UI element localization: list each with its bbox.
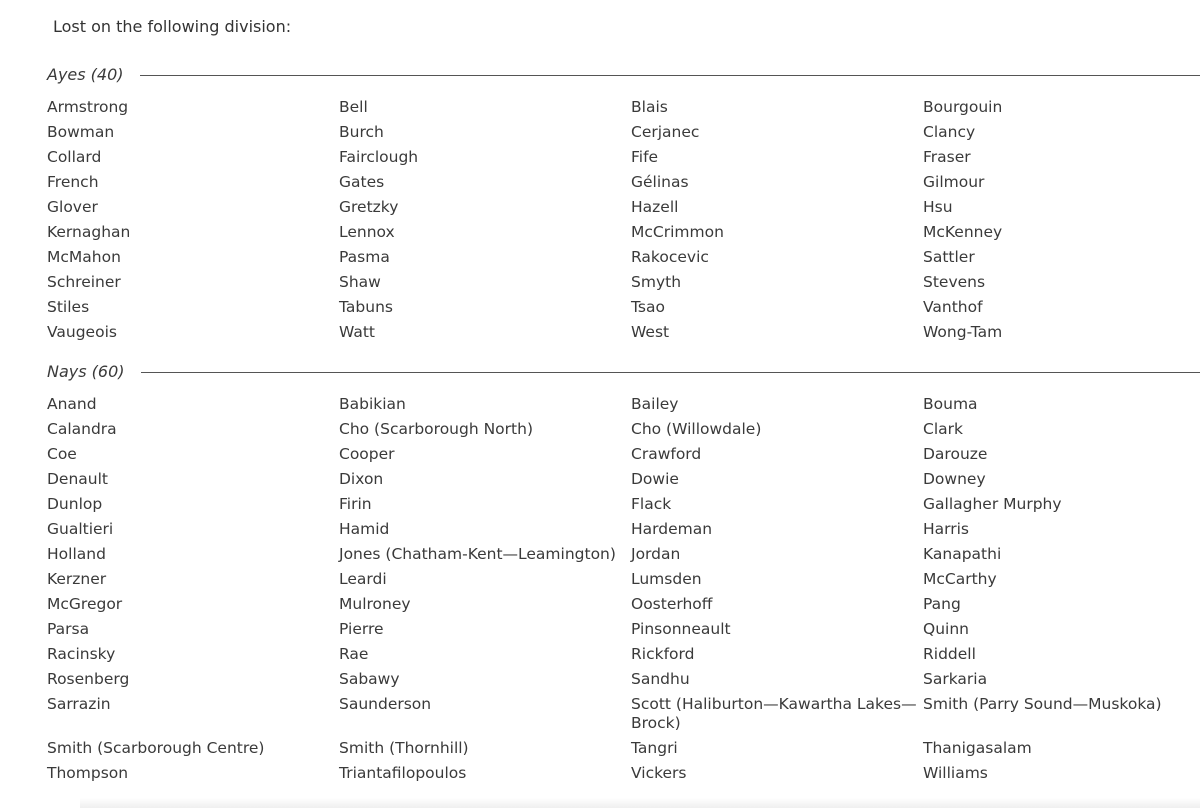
nays-member-name: Sandhu [631, 670, 690, 688]
nays-member-name: Smith (Parry Sound—Muskoka) [923, 695, 1162, 713]
ayes-member-name: Tabuns [339, 298, 393, 316]
ayes-member-name: Bowman [47, 123, 115, 141]
ayes-member-name: Cerjanec [631, 123, 700, 141]
ayes-member-name: Gélinas [631, 173, 689, 191]
nays-member-name: Kanapathi [923, 545, 1002, 563]
nays-member-name: Parsa [47, 620, 90, 638]
nays-member-name: Cho (Willowdale) [631, 420, 762, 438]
ayes-member-name: Lennox [339, 223, 395, 241]
nays-member-name: Vickers [631, 764, 687, 782]
nays-member-name: Darouze [923, 445, 988, 463]
nays-member-list [47, 392, 1200, 786]
ayes-member-name: Tsao [631, 298, 665, 316]
nays-member-name: Calandra [47, 420, 117, 438]
ayes-divider [140, 75, 1200, 76]
nays-member-name: Racinsky [47, 645, 116, 663]
nays-member-name: Smith (Scarborough Centre) [47, 739, 265, 757]
ayes-member-name: Burch [339, 123, 384, 141]
nays-member-name: Crawford [631, 445, 702, 463]
nays-member-name: Gallagher Murphy [923, 495, 1062, 513]
nays-member-name: Dunlop [47, 495, 103, 513]
nays-member-name: Pierre [339, 620, 384, 638]
ayes-member-name: Wong-Tam [923, 323, 1003, 341]
ayes-member-name: Rakocevic [631, 248, 709, 266]
nays-member-name: Pang [923, 595, 961, 613]
nays-member-name: Cooper [339, 445, 395, 463]
ayes-member-name: Glover [47, 198, 98, 216]
nays-member-name: Tangri [631, 739, 678, 757]
nays-member-name: Jordan [631, 545, 681, 563]
nays-member-name: Coe [47, 445, 77, 463]
nays-member-name: Scott (Haliburton—Kawartha Lakes—Brock) [631, 695, 917, 732]
nays-member-name: Flack [631, 495, 672, 513]
nays-member-name: Babikian [339, 395, 406, 413]
nays-member-name: Quinn [923, 620, 969, 638]
nays-member-name: Triantafilopoulos [339, 764, 467, 782]
nays-member-name: Jones (Chatham-Kent—Leamington) [339, 545, 616, 563]
nays-member-name: Kerzner [47, 570, 107, 588]
nays-member-name: Oosterhoff [631, 595, 713, 613]
ayes-member-name: McCrimmon [631, 223, 724, 241]
nays-member-name: Dixon [339, 470, 384, 488]
ayes-member-name: Gates [339, 173, 385, 191]
nays-member-name: Bouma [923, 395, 978, 413]
nays-member-name: Bailey [631, 395, 679, 413]
ayes-member-name: Collard [47, 148, 102, 166]
ayes-member-name: Fairclough [339, 148, 419, 166]
ayes-member-name: West [631, 323, 670, 341]
nays-member-name: Saunderson [339, 695, 432, 713]
nays-member-name: McCarthy [923, 570, 997, 588]
nays-heading: Nays (60) [47, 362, 125, 381]
nays-member-name: Mulroney [339, 595, 411, 613]
ayes-member-name: McKenney [923, 223, 1003, 241]
nays-member-name: Williams [923, 764, 988, 782]
nays-member-name: Rosenberg [47, 670, 130, 688]
nays-member-name: Firin [339, 495, 372, 513]
nays-member-name: Rae [339, 645, 369, 663]
nays-section-header [47, 361, 1200, 383]
division-intro-text: Lost on the following division: [53, 17, 292, 36]
ayes-member-name: Smyth [631, 273, 682, 291]
ayes-member-name: Stiles [47, 298, 90, 316]
nays-member-name: Sabawy [339, 670, 400, 688]
ayes-section-header [47, 64, 1200, 86]
ayes-member-name: McMahon [47, 248, 121, 266]
ayes-member-name: Vanthof [923, 298, 983, 316]
ayes-member-name: Pasma [339, 248, 390, 266]
ayes-member-name: Sattler [923, 248, 975, 266]
ayes-member-name: Vaugeois [47, 323, 117, 341]
ayes-member-name: French [47, 173, 99, 191]
ayes-member-name: Blais [631, 98, 668, 116]
nays-member-name: Harris [923, 520, 970, 538]
nays-member-name: Riddell [923, 645, 976, 663]
ayes-member-name: Armstrong [47, 98, 129, 116]
nays-member-name: Gualtieri [47, 520, 114, 538]
nays-member-name: Dowie [631, 470, 679, 488]
ayes-member-name: Stevens [923, 273, 986, 291]
nays-member-name: Hamid [339, 520, 390, 538]
nays-member-name: Holland [47, 545, 106, 563]
nays-member-name: Thanigasalam [923, 739, 1032, 757]
nays-member-name: Hardeman [631, 520, 713, 538]
ayes-member-name: Fraser [923, 148, 971, 166]
nays-member-name: Pinsonneault [631, 620, 731, 638]
nays-divider [141, 372, 1200, 373]
nays-member-name: Cho (Scarborough North) [339, 420, 533, 438]
ayes-member-name: Shaw [339, 273, 381, 291]
nays-member-name: Anand [47, 395, 97, 413]
nays-member-name: Thompson [47, 764, 129, 782]
ayes-member-name: Hazell [631, 198, 679, 216]
bottom-fade [80, 798, 1200, 808]
ayes-member-name: Kernaghan [47, 223, 131, 241]
ayes-member-name: Hsu [923, 198, 953, 216]
nays-member-name: Denault [47, 470, 109, 488]
ayes-member-name: Bourgouin [923, 98, 1003, 116]
ayes-member-list [47, 95, 1200, 345]
ayes-heading: Ayes (40) [47, 65, 124, 84]
nays-member-name: McGregor [47, 595, 123, 613]
nays-member-name: Clark [923, 420, 963, 438]
nays-member-name: Lumsden [631, 570, 702, 588]
ayes-member-name: Schreiner [47, 273, 121, 291]
ayes-member-name: Gretzky [339, 198, 399, 216]
ayes-member-name: Gilmour [923, 173, 985, 191]
ayes-member-name: Bell [339, 98, 368, 116]
nays-member-name: Leardi [339, 570, 387, 588]
ayes-member-name: Fife [631, 148, 659, 166]
ayes-member-name: Watt [339, 323, 375, 341]
ayes-member-name: Clancy [923, 123, 976, 141]
nays-member-name: Sarrazin [47, 695, 111, 713]
nays-member-name: Smith (Thornhill) [339, 739, 469, 757]
nays-member-name: Sarkaria [923, 670, 988, 688]
nays-member-name: Downey [923, 470, 986, 488]
nays-member-name: Rickford [631, 645, 695, 663]
